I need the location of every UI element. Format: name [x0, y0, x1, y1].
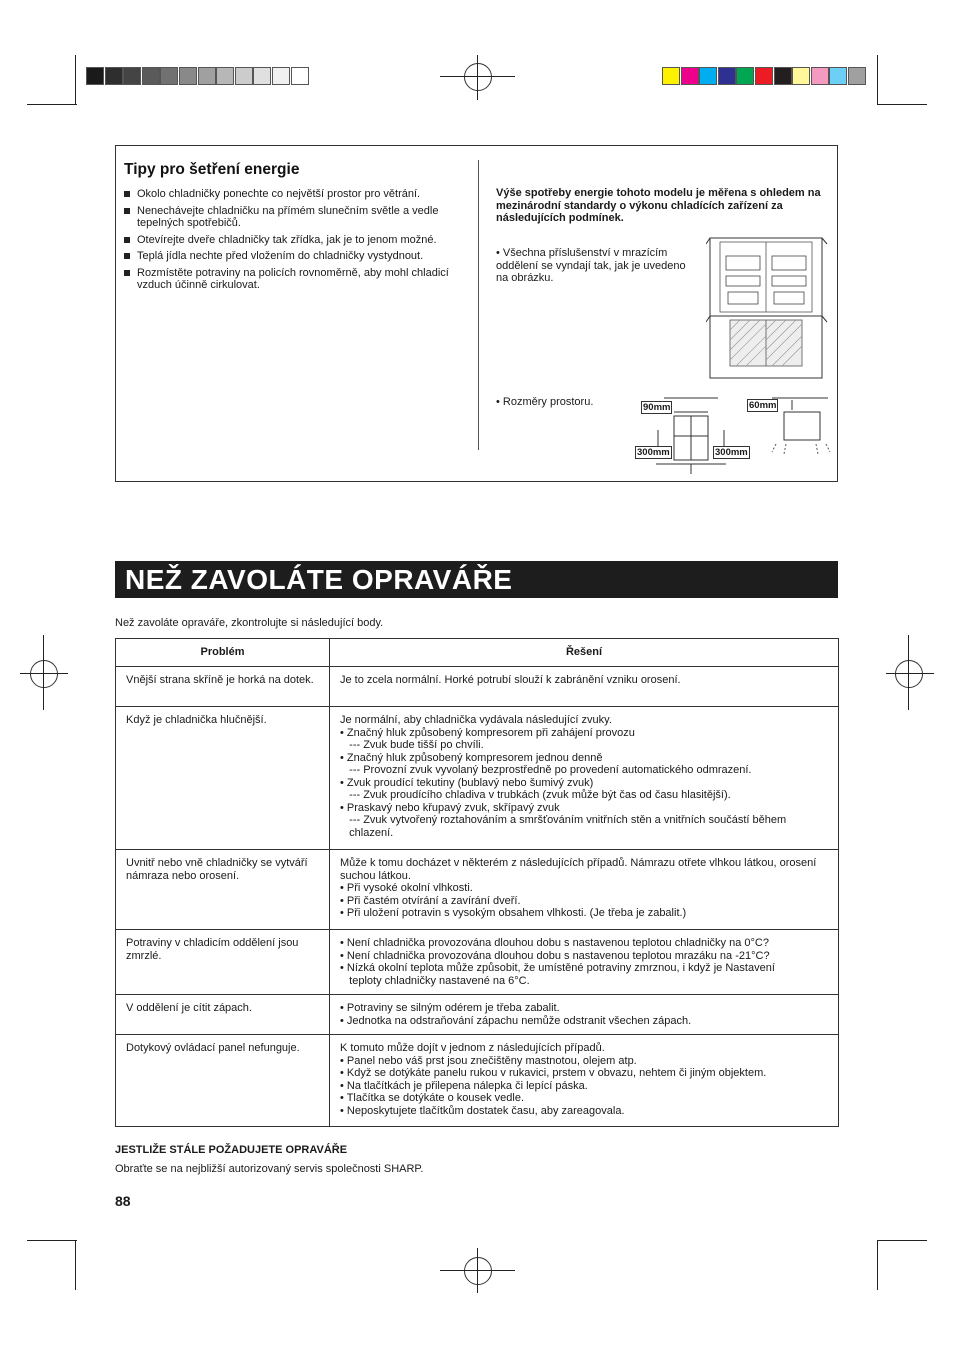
- gray-swatch: [142, 67, 160, 85]
- color-swatch: [755, 67, 773, 85]
- color-swatch: [699, 67, 717, 85]
- fridge-interior-illustration: [706, 236, 828, 381]
- table-row: [116, 995, 839, 1035]
- table-row: [116, 707, 839, 850]
- solution-cell: Je to zcela normální. Horké potrubí slouží k zabránění vzniku orosení.: [330, 667, 839, 707]
- tips-divider: [478, 160, 479, 450]
- color-swatch: [848, 67, 866, 85]
- gray-swatch: [235, 67, 253, 85]
- dim-right: 300mm: [715, 447, 748, 458]
- gray-swatch: [160, 67, 178, 85]
- tips-list: [122, 188, 462, 296]
- problem-cell: Uvnitř nebo vně chladničky se vytváří námraza nebo orosení.: [116, 850, 330, 930]
- gray-swatch: [291, 67, 309, 85]
- tip-item: Nenechávejte chladničku na přímém slunečním světle a vedle tepelných spotřebičů.: [122, 205, 462, 230]
- tips-title: Tipy pro šetření energie: [124, 161, 300, 178]
- solution-cell: Může k tomu docházet v některém z následujících případů. Námrazu otřete vlhkou látkou, orosení suchou látkou. • Při vysoké okolní vlhkosti. • Při častém otvírání a zavírání dveří. • Při uložení potravin s vysokým obsahem vlhkosti. (Je třeba je zabalit.): [330, 850, 839, 930]
- dim-left: 300mm: [637, 447, 670, 458]
- section-banner: [115, 561, 838, 598]
- energy-measurement-heading: Výše spotřeby energie tohoto modelu je měřena s ohledem na mezinárodní standardy o výkonu chladících zařízení za následujících podmínek.: [496, 187, 821, 224]
- tip-item: Rozmístěte potraviny na policích rovnoměrně, aby mohl chladicí vzduch účinně cirkulovat.: [122, 267, 462, 292]
- color-swatch: [681, 67, 699, 85]
- solution-cell: • Potraviny se silným odérem je třeba zabalit. • Jednotka na odstraňování zápachu nemůže odstranit všechen zápach.: [330, 995, 839, 1035]
- space-dimensions-note: • Rozměry prostoru.: [496, 396, 594, 408]
- color-swatch: [792, 67, 810, 85]
- gray-swatch: [105, 67, 123, 85]
- color-swatch: [736, 67, 754, 85]
- color-swatch: [774, 67, 792, 85]
- tip-item: Teplá jídla nechte před vložením do chladničky vystydnout.: [122, 250, 462, 263]
- header-solution: Řešení: [330, 639, 839, 667]
- gray-swatch: [86, 67, 104, 85]
- section-intro: Než zavoláte opraváře, zkontrolujte si následující body.: [115, 617, 384, 629]
- color-swatch: [718, 67, 736, 85]
- tip-item: Otevírejte dveře chladničky tak zřídka, jak je to jenom možné.: [122, 234, 462, 247]
- dim-top-side: 60mm: [749, 400, 777, 411]
- problem-cell: Když je chladnička hlučnější.: [116, 707, 330, 850]
- table-header-row: [116, 639, 839, 667]
- color-swatch: [811, 67, 829, 85]
- table-row: [116, 1035, 839, 1127]
- gray-swatch: [253, 67, 271, 85]
- repair-text: Obraťte se na nejbližší autorizovaný servis společnosti SHARP.: [115, 1163, 424, 1175]
- color-swatch: [662, 67, 680, 85]
- tip-item: Okolo chladničky ponechte co největší prostor pro větrání.: [122, 188, 462, 201]
- table-row: [116, 667, 839, 707]
- color-swatch: [829, 67, 847, 85]
- repair-heading: JESTLIŽE STÁLE POŽADUJETE OPRAVÁŘE: [115, 1144, 348, 1156]
- table-row: [116, 850, 839, 930]
- gray-swatch: [179, 67, 197, 85]
- dim-top-front: 90mm: [643, 402, 671, 413]
- gray-swatch: [216, 67, 234, 85]
- problem-cell: Potraviny v chladicím oddělení jsou zmrzlé.: [116, 930, 330, 995]
- problem-cell: V oddělení je cítit zápach.: [116, 995, 330, 1035]
- accessories-note: • Všechna příslušenství v mrazícím oddělení se vyndají tak, jak je uvedeno na obrázku.: [496, 247, 686, 284]
- table-row: [116, 930, 839, 995]
- problem-cell: Dotykový ovládací panel nefunguje.: [116, 1035, 330, 1127]
- page-number: 88: [115, 1193, 131, 1209]
- section-title: NEŽ ZAVOLÁTE OPRAVÁŘE: [125, 564, 513, 595]
- header-problem: Problém: [116, 639, 330, 667]
- gray-swatch: [198, 67, 216, 85]
- troubleshooting-table: [115, 638, 839, 1127]
- solution-cell: • Není chladnička provozována dlouhou dobu s nastavenou teplotou chladničky na 0°C? • Není chladnička provozována dlouhou dobu s nastavenou teplotou mrazáku na -21°C? • Nízká okolní teplota může způsobit, že umístěné potraviny zmrznou, i když je Nastavení teploty chladničky nastavené na 6°C.: [330, 930, 839, 995]
- gray-swatch: [272, 67, 290, 85]
- solution-cell: Je normální, aby chladnička vydávala následující zvuky. • Značný hluk způsobený kompresorem při zahájení provozu --- Zvuk bude tišší po chvíli. • Značný hluk způsobený kompresorem jednou denně --- Provozní zvuk vyvolaný bezprostředně po provedení automatického odmrazení. • Zvuk proudící tekutiny (bublavý nebo šumivý zvuk) --- Zvuk proudícího chladiva v trubkách (zvuk může být čas od času hlasitější). • Praskavý nebo křupavý zvuk, skřípavý zvuk --- Zvuk vytvořený roztahováním a smršťováním vnitřních stěn a vnitřních součástí během chlazení.: [330, 707, 839, 850]
- energy-tips-box: [115, 145, 838, 482]
- gray-swatch: [123, 67, 141, 85]
- problem-cell: Vnější strana skříně je horká na dotek.: [116, 667, 330, 707]
- solution-cell: K tomuto může dojít v jednom z následujících případů. • Panel nebo váš prst jsou znečištěny mastnotou, olejem atp. • Když se dotýkáte panelu rukou v rukavici, prstem v obvazu, nehtem či jiným objektem. • Na tlačítkách je přilepena nálepka či lepící páska. • Tlačítka se dotýkáte o kousek vedle. • Neposkytujete tlačítkům dostatek času, aby zareagovala.: [330, 1035, 839, 1127]
